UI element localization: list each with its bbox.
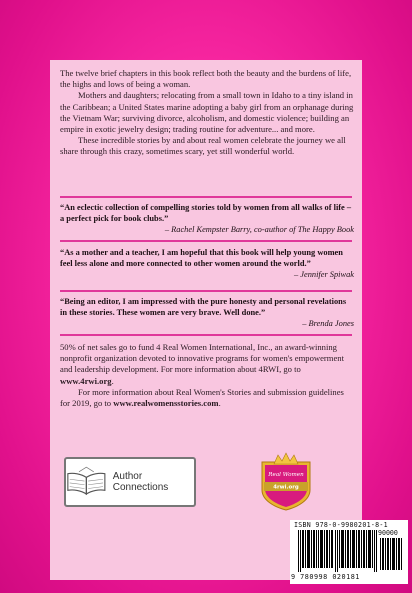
barcode-number: 9 780998 020181 (291, 573, 360, 581)
submission-paragraph: For more information about Real Women's Stories and submission guidelines for 2019, go to www.realwomensstories.com. (60, 386, 344, 409)
description-paragraph: The twelve brief chapters in this book reflect both the beauty and the burdens of life, the highs and lows of being a woman. (60, 68, 352, 90)
book-title: The Happy Book (297, 225, 354, 235)
quote-text: “As a mother and a teacher, I am hopeful that this book will help young women feel less alone and more connected to other women around the world.” (60, 248, 343, 269)
publisher-name: Author Connections (112, 471, 169, 493)
endorsement-quote (60, 247, 354, 281)
open-book-icon (66, 465, 107, 499)
barcode (290, 520, 408, 584)
divider-rule (60, 196, 352, 198)
divider-rule (60, 290, 352, 292)
quote-text: “An eclectic collection of compelling stories told by women from all walks of life – a perfect pick for book clubs.” (60, 203, 352, 224)
quote-attribution: – Brenda Jones (302, 319, 354, 329)
description-paragraph: These incredible stories by and about real women celebrate the journey we all share through this crazy, sometimes scary, yet still wonderful world. (60, 135, 346, 157)
isbn-number: ISBN 978-0-9980201-8-1 (294, 521, 388, 529)
publisher-logo (64, 457, 196, 507)
website-link[interactable]: www.4rwi.org (60, 375, 112, 386)
book-description (60, 68, 356, 158)
divider-rule (60, 240, 352, 242)
quote-text: “Being an editor, I am impressed with the pure honesty and personal revelations in these stories. These women are very brave. Well done.” (60, 297, 347, 318)
website-link[interactable]: www.realwomensstories.com (113, 398, 219, 409)
price-barcode (380, 538, 404, 570)
quote-attribution: – Rachel Kempster Barry, co-author of The Happy Book (164, 225, 354, 235)
crown-shield-icon (256, 452, 316, 512)
isbn-barcode (298, 530, 378, 572)
nonprofit-info (60, 342, 354, 409)
quote-attribution: – Jennifer Spiwak (293, 270, 354, 280)
nonprofit-paragraph: 50% of net sales go to fund 4 Real Women International, Inc., an award-winning nonprofit organization devoted to innovative programs for women's empowerment and leadership development. For more information about 4RWI, go to www.4rwi.org. (60, 342, 344, 386)
description-paragraph: Mothers and daughters; relocating from a small town in Idaho to a tiny island in the Caribbean; a United States marine adopting a baby girl from an orphanage during the Vietnam War; surviving divorce, alcoholism, and domestic violence; building an empire in exotic jewelry design; trading routine for adventure... and more. (60, 90, 354, 135)
divider-rule (60, 334, 352, 336)
svg-text:Real Women: Real Women (268, 472, 304, 478)
endorsement-quote (60, 202, 354, 236)
price-addon: 90000 (378, 529, 398, 537)
endorsement-quote (60, 296, 354, 330)
svg-text:4rwi.org: 4rwi.org (273, 484, 299, 491)
